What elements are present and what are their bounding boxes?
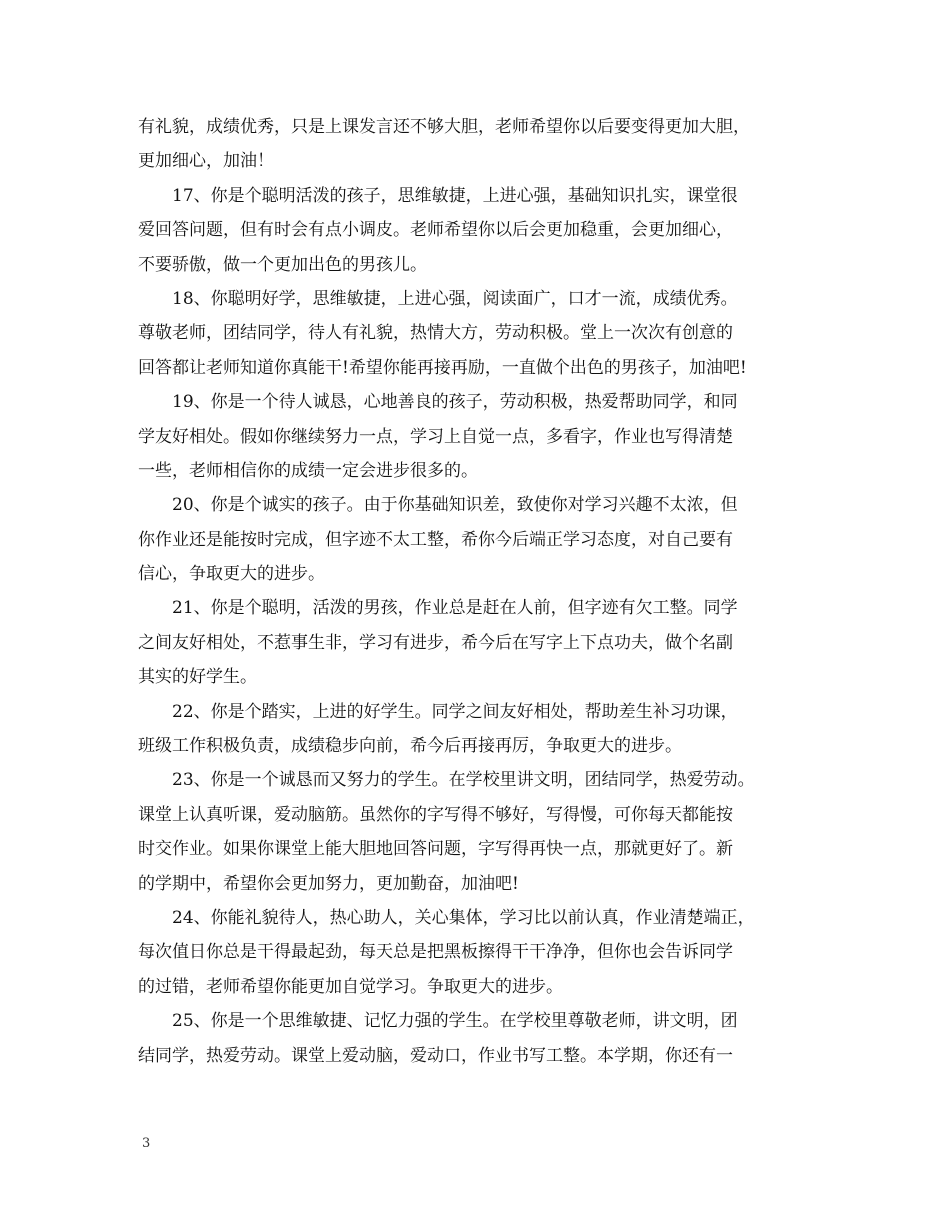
text-line: 之间友好相处，不惹事生非，学习有进步，希今后在写字上下点功夫，做个名副 [138, 632, 733, 653]
text-line: 有礼貌，成绩优秀，只是上课发言还不够大胆，老师希望你以后要变得更加大胆， [138, 117, 750, 137]
document-body [138, 110, 818, 1073]
page-number: 3 [142, 1136, 151, 1151]
text-line: 25、你是一个思维敏捷、记忆力强的学生。在学校里尊敬老师，讲文明，团 [172, 1011, 738, 1032]
text-line: 爱回答问题，但有时会有点小调皮。老师希望你以后会更加稳重，会更加细心， [138, 220, 733, 241]
text-line: 其实的好学生。 [138, 667, 257, 688]
text-line: 一些，老师相信你的成绩一定会进步很多的。 [138, 460, 478, 481]
text-line: 课堂上认真听课，爱动脑筋。虽然你的字写得不够好，写得慢，可你每天都能按 [138, 804, 733, 825]
text-line: 每次值日你总是干得最起劲，每天总是把黑板擦得干干净净，但你也会告诉同学 [138, 942, 733, 963]
text-line: 23、你是一个诚恳而又努力的学生。在学校里讲文明，团结同学，热爱劳动。 [172, 770, 755, 791]
text-line: 18、你聪明好学，思维敏捷，上进心强，阅读面广，口才一流，成绩优秀。 [172, 288, 738, 309]
text-line: 你作业还是能按时完成，但字迹不太工整，希你今后端正学习态度，对自己要有 [138, 529, 733, 550]
text-line: 回答都让老师知道你真能干!希望你能再接再励，一直做个出色的男孩子，加油吧! [138, 357, 747, 378]
text-line: 结同学，热爱劳动。课堂上爱动脑，爱动口，作业书写工整。本学期，你还有一 [138, 1045, 733, 1066]
text-line: 17、你是个聪明活泼的孩子，思维敏捷，上进心强，基础知识扎实，课堂很 [172, 185, 738, 206]
text-line: 班级工作积极负责，成绩稳步向前，希今后再接再厉，争取更大的进步。 [138, 736, 682, 757]
text-line: 更加细心，加油！ [138, 151, 274, 172]
text-line: 22、你是个踏实，上进的好学生。同学之间友好相处，帮助差生补习功课， [172, 701, 738, 722]
text-line: 信心，争取更大的进步。 [138, 564, 325, 585]
text-line: 尊敬老师，团结同学，待人有礼貌，热情大方，劳动积极。堂上一次次有创意的 [138, 323, 733, 344]
text-line: 学友好相处。假如你继续努力一点，学习上自觉一点，多看字，作业也写得清楚 [138, 426, 733, 447]
text-line: 19、你是一个待人诚恳，心地善良的孩子，劳动积极，热爱帮助同学，和同 [172, 392, 738, 413]
text-line: 24、你能礼貌待人，热心助人，关心集体，学习比以前认真，作业清楚端正， [172, 907, 755, 928]
text-line: 21、你是个聪明，活泼的男孩，作业总是赶在人前，但字迹有欠工整。同学 [172, 598, 738, 619]
text-line: 的学期中，希望你会更加努力，更加勤奋，加油吧! [138, 873, 519, 894]
text-line: 时交作业。如果你课堂上能大胆地回答问题，字写得再快一点，那就更好了。新 [138, 839, 733, 860]
text-line: 的过错，老师希望你能更加自觉学习。争取更大的进步。 [138, 976, 563, 997]
text-line: 20、你是个诚实的孩子。由于你基础知识差，致使你对学习兴趣不太浓，但 [172, 495, 738, 516]
text-line: 不要骄傲，做一个更加出色的男孩儿。 [138, 254, 427, 275]
